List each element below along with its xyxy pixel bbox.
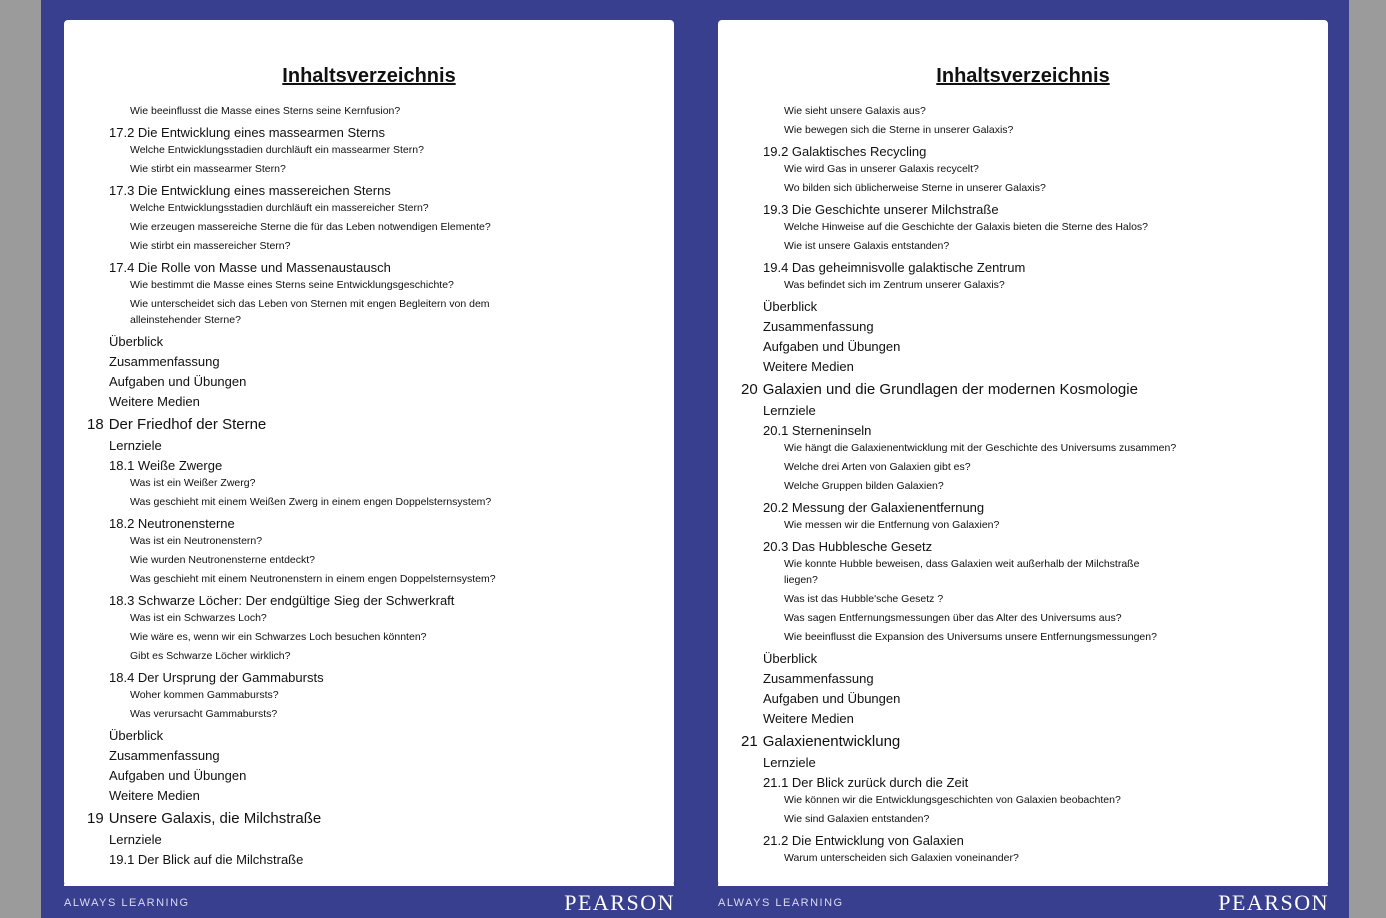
toc-question[interactable] [130, 554, 315, 566]
toc-entry-text: Welche Hinweise auf die Geschichte der Galaxis bieten die Sterne des Halos? [784, 221, 1149, 233]
toc-entry-text: 21.2 Die Entwicklung von Galaxien [763, 833, 964, 848]
toc-entry-text: Weitere Medien [763, 359, 854, 374]
toc-entry-text: Aufgaben und Übungen [763, 691, 901, 706]
toc-section[interactable] [109, 438, 162, 453]
toc-entry-text: Warum unterscheiden sich Galaxien voneinander? [784, 852, 1019, 864]
toc-chapter[interactable] [741, 733, 900, 750]
toc-entry-text: Was geschieht mit einem Neutronenstern in einem engen Doppelsternsystem? [130, 573, 496, 585]
toc-section[interactable] [109, 183, 391, 198]
toc-entry-text: Unsere Galaxis, die Milchstraße [108, 810, 322, 827]
toc-entry-text: Wie sind Galaxien entstanden? [784, 813, 930, 825]
toc-entry-text: Galaxienentwicklung [762, 733, 901, 750]
toc-entry-text: Gibt es Schwarze Löcher wirklich? [130, 650, 291, 662]
toc-question[interactable] [784, 612, 1122, 624]
toc-entry-text: Zusammenfassung [109, 354, 220, 369]
toc-entry-text: Wie ist unsere Galaxis entstanden? [784, 240, 950, 252]
toc-section[interactable] [763, 539, 932, 554]
toc-section[interactable] [763, 755, 816, 770]
chapter-number: 18 [87, 416, 104, 433]
toc-question[interactable] [784, 163, 979, 175]
toc-chapter[interactable] [87, 416, 266, 433]
toc-section[interactable] [109, 334, 163, 349]
toc-question[interactable] [130, 202, 429, 214]
toc-entry-text: 17.4 Die Rolle von Masse und Massenaustausch [109, 260, 391, 275]
toc-section[interactable] [109, 458, 222, 473]
toc-section[interactable] [763, 202, 999, 217]
toc-question[interactable] [784, 461, 971, 473]
toc-section[interactable] [109, 728, 163, 743]
toc-entry-text: 18.4 Der Ursprung der Gammabursts [109, 670, 324, 685]
toc-question[interactable] [784, 442, 1176, 454]
toc-section[interactable] [109, 593, 454, 608]
toc-question[interactable] [784, 124, 1013, 136]
page-left [41, 0, 695, 918]
page-title: Inhaltsverzeichnis [936, 65, 1110, 87]
toc-entry-text: Wie beeinflusst die Expansion des Universums unsere Entfernungsmessungen? [784, 631, 1157, 643]
toc-section[interactable] [109, 125, 385, 140]
toc-entry-text: Wie wird Gas in unserer Galaxis recycelt? [784, 163, 979, 175]
toc-question[interactable] [784, 480, 944, 492]
toc-chapter[interactable] [87, 810, 321, 827]
toc-section[interactable] [109, 852, 303, 867]
toc-entry-text: Wie hängt die Galaxienentwicklung mit der Geschichte des Universums zusammen? [784, 442, 1177, 454]
toc-question[interactable] [130, 650, 290, 662]
toc-section[interactable] [763, 711, 854, 726]
toc-entry-text: Überblick [109, 334, 164, 349]
toc-entry-text: Lernziele [109, 832, 162, 847]
toc-entry-text: Welche Gruppen bilden Galaxien? [784, 480, 944, 492]
toc-question[interactable] [130, 631, 427, 643]
toc-question[interactable] [784, 105, 926, 117]
toc-question[interactable] [130, 477, 255, 489]
toc-entry-text: Der Friedhof der Sterne [108, 416, 267, 433]
toc-entry-text: Aufgaben und Übungen [763, 339, 901, 354]
toc-entry-text: Überblick [763, 299, 818, 314]
toc-question[interactable] [130, 221, 491, 233]
page-title: Inhaltsverzeichnis [282, 65, 456, 87]
toc-section[interactable] [763, 775, 968, 790]
footer-tagline: ALWAYS LEARNING [64, 897, 190, 909]
footer-rule [64, 884, 674, 886]
toc-section[interactable] [763, 833, 964, 848]
toc-entry-text: Überblick [109, 728, 164, 743]
toc-entry-text: 20.3 Das Hubblesche Gesetz [763, 539, 933, 554]
toc-entry-text: Wie können wir die Entwicklungsgeschichten von Galaxien beobachten? [784, 794, 1121, 806]
toc-entry-text: 18.1 Weiße Zwerge [109, 458, 223, 473]
toc-section[interactable] [763, 359, 854, 374]
toc-section[interactable] [763, 671, 874, 686]
toc-question[interactable] [784, 182, 1046, 194]
toc-entry-text: Aufgaben und Übungen [109, 768, 247, 783]
toc-entry-text: Was befindet sich im Zentrum unserer Galaxis? [784, 279, 1005, 291]
toc-entry-text: Lernziele [763, 403, 816, 418]
toc-entry-text: Lernziele [109, 438, 162, 453]
toc-question[interactable] [784, 852, 1019, 864]
toc-section[interactable] [763, 299, 817, 314]
toc-section[interactable] [109, 516, 235, 531]
toc-section[interactable] [109, 768, 246, 783]
toc-section[interactable] [763, 319, 874, 334]
toc-entry-text: Wie wurden Neutronensterne entdeckt? [130, 554, 316, 566]
toc-question[interactable] [130, 496, 491, 508]
toc-entry-text: Was geschieht mit einem Weißen Zwerg in einem engen Doppelsternsystem? [130, 496, 492, 508]
toc-entry-text: Wie stirbt ein massereicher Stern? [130, 240, 291, 252]
toc-entry-text: 17.3 Die Entwicklung eines massereichen Sterns [109, 183, 391, 198]
toc-entry-text: Wie bewegen sich die Sterne in unserer Galaxis? [784, 124, 1014, 136]
toc-entry-text: Wie beeinflusst die Masse eines Sterns seine Kernfusion? [130, 105, 401, 117]
toc-question[interactable] [130, 689, 279, 701]
toc-entry-text: 17.2 Die Entwicklung eines massearmen Sterns [109, 125, 386, 140]
toc-entry-text: Wie wäre es, wenn wir ein Schwarzes Loch besuchen könnten? [130, 631, 427, 643]
toc-entry-text: Zusammenfassung [763, 319, 874, 334]
toc-question[interactable] [784, 574, 818, 586]
toc-entry-text: Was ist ein Weißer Zwerg? [130, 477, 256, 489]
toc-section[interactable] [109, 788, 200, 803]
toc-section[interactable] [763, 403, 816, 418]
toc-entry-text: Wie stirbt ein massearmer Stern? [130, 163, 286, 175]
toc-entry-text: Wo bilden sich üblicherweise Sterne in unserer Galaxis? [784, 182, 1046, 194]
toc-entry-text: Wie sieht unsere Galaxis aus? [784, 105, 926, 117]
toc-question[interactable] [130, 535, 262, 547]
chapter-number: 20 [741, 381, 758, 398]
toc-entry-text: Was ist das Hubble'sche Gesetz ? [784, 593, 944, 605]
toc-entry-text: Aufgaben und Übungen [109, 374, 247, 389]
toc-entry-text: 18.2 Neutronensterne [109, 516, 235, 531]
toc-question[interactable] [784, 593, 943, 605]
toc-entry-text: Lernziele [763, 755, 816, 770]
toc-entry-text: Was ist ein Neutronenstern? [130, 535, 263, 547]
toc-entry-text: Welche drei Arten von Galaxien gibt es? [784, 461, 971, 473]
toc-entry-text: Woher kommen Gammabursts? [130, 689, 279, 701]
toc-entry-text: Überblick [763, 651, 818, 666]
toc-section[interactable] [763, 691, 900, 706]
toc-question[interactable] [784, 519, 999, 531]
toc-question[interactable] [784, 813, 929, 825]
toc-entry-text: Wie konnte Hubble beweisen, dass Galaxien weit außerhalb der Milchstraße [784, 558, 1140, 570]
footer-brand-logo: PEARSON [1218, 890, 1329, 915]
toc-entry-text: Galaxien und die Grundlagen der modernen Kosmologie [762, 381, 1138, 398]
toc-entry-text: liegen? [784, 574, 818, 586]
toc-entry-text: Was sagen Entfernungsmessungen über das Alter des Universums aus? [784, 612, 1122, 624]
footer-rule [718, 884, 1328, 886]
footer-brand-logo: PEARSON [564, 890, 675, 915]
toc-section[interactable] [109, 354, 220, 369]
toc-entry-text: Weitere Medien [109, 788, 200, 803]
toc-entry-text: 20.2 Messung der Galaxienentfernung [763, 500, 985, 515]
toc-entry-text: Welche Entwicklungsstadien durchläuft ein massereicher Stern? [130, 202, 429, 214]
toc-question[interactable] [130, 298, 490, 310]
toc-entry-text: Wie bestimmt die Masse eines Sterns seine Entwicklungsgeschichte? [130, 279, 454, 291]
toc-entry-text: Welche Entwicklungsstadien durchläuft ein massearmer Stern? [130, 144, 424, 156]
toc-section[interactable] [763, 500, 984, 515]
toc-question[interactable] [784, 794, 1121, 806]
toc-section[interactable] [109, 374, 246, 389]
toc-question[interactable] [130, 573, 496, 585]
toc-entry-text: 19.2 Galaktisches Recycling [763, 144, 927, 159]
toc-question[interactable] [130, 105, 400, 117]
toc-section[interactable] [763, 423, 871, 438]
toc-question[interactable] [130, 612, 267, 624]
toc-question[interactable] [784, 279, 1005, 291]
toc-chapter[interactable] [741, 381, 1138, 398]
toc-section[interactable] [763, 651, 817, 666]
toc-question[interactable] [130, 240, 290, 252]
toc-entry-text: Zusammenfassung [109, 748, 220, 763]
toc-entry-text: 20.1 Sterneninseln [763, 423, 872, 438]
toc-entry-text: Was ist ein Schwarzes Loch? [130, 612, 267, 624]
toc-entry-text: 21.1 Der Blick zurück durch die Zeit [763, 775, 969, 790]
toc-entry-text: Wie erzeugen massereiche Sterne die für das Leben notwendigen Elemente? [130, 221, 491, 233]
toc-question[interactable] [130, 279, 454, 291]
toc-question[interactable] [130, 144, 424, 156]
toc-section[interactable] [109, 394, 200, 409]
toc-section[interactable] [109, 748, 220, 763]
toc-entry-text: Wie unterscheidet sich das Leben von Sternen mit engen Begleitern von dem [130, 298, 490, 310]
toc-entry-text: 19.4 Das geheimnisvolle galaktische Zentrum [763, 260, 1026, 275]
toc-section[interactable] [109, 832, 162, 847]
chapter-number: 21 [741, 733, 758, 750]
toc-question[interactable] [784, 240, 949, 252]
chapter-number: 19 [87, 810, 104, 827]
toc-question[interactable] [130, 163, 286, 175]
toc-entry-text: 19.1 Der Blick auf die Milchstraße [109, 852, 304, 867]
toc-section[interactable] [763, 260, 1025, 275]
toc-section[interactable] [763, 144, 926, 159]
toc-section[interactable] [109, 670, 324, 685]
toc-question[interactable] [784, 631, 1157, 643]
footer-tagline: ALWAYS LEARNING [718, 897, 844, 909]
toc-entry-text: 19.3 Die Geschichte unserer Milchstraße [763, 202, 999, 217]
toc-section[interactable] [763, 339, 900, 354]
toc-entry-text: Weitere Medien [763, 711, 854, 726]
toc-entry-text: 18.3 Schwarze Löcher: Der endgültige Sieg der Schwerkraft [109, 593, 455, 608]
page-sheet [718, 20, 1328, 886]
toc-section[interactable] [109, 260, 391, 275]
toc-entry-text: Was verursacht Gammabursts? [130, 708, 278, 720]
toc-question[interactable] [784, 558, 1139, 570]
toc-entry-text: alleinstehender Sterne? [130, 314, 241, 326]
page-right [695, 0, 1349, 918]
toc-question[interactable] [130, 708, 277, 720]
toc-entry-text: Weitere Medien [109, 394, 200, 409]
toc-entry-text: Wie messen wir die Entfernung von Galaxien? [784, 519, 1000, 531]
toc-question[interactable] [784, 221, 1148, 233]
toc-entry-text: Zusammenfassung [763, 671, 874, 686]
toc-question[interactable] [130, 314, 241, 326]
page-sheet [64, 20, 674, 886]
